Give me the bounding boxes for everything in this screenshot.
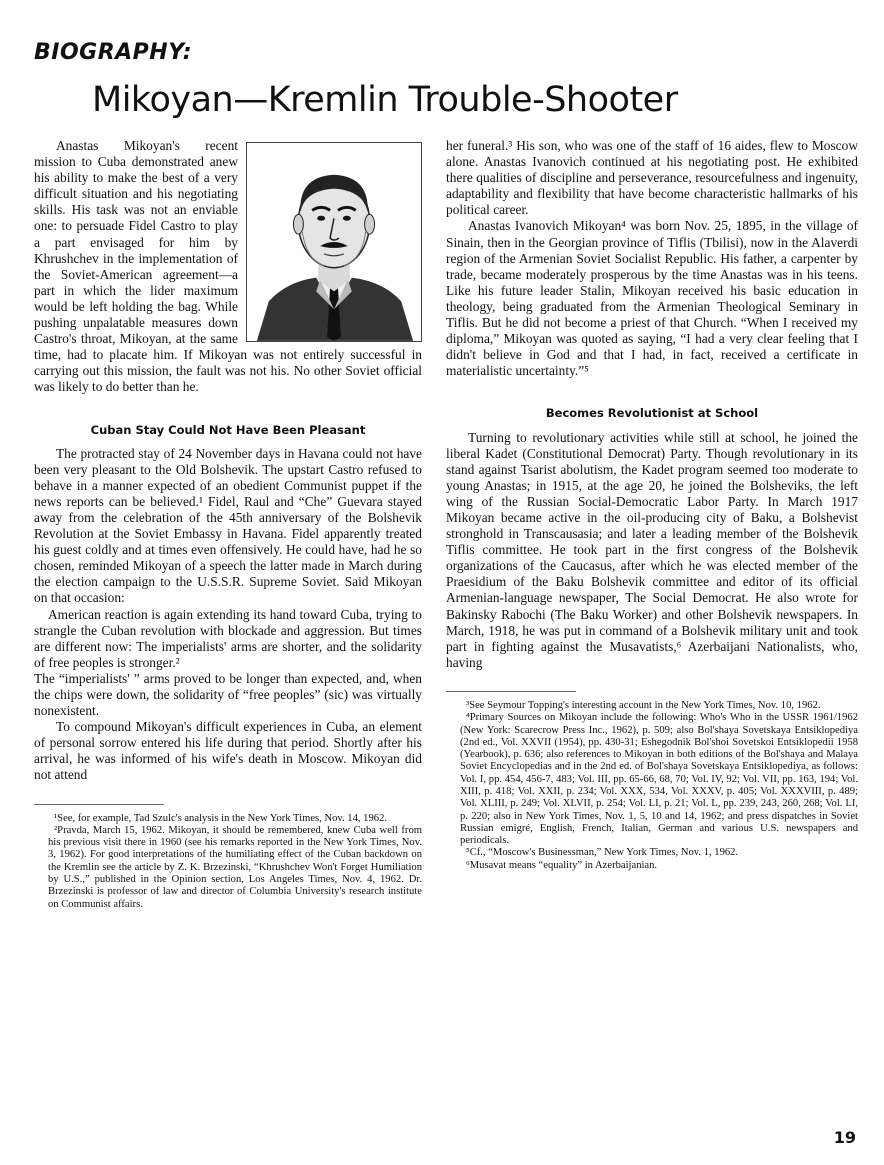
portrait-drawing [247,143,421,341]
block-quote: American reaction is again extending its hand toward Cuba, trying to strangle the Cuban revolution with blockade and aggression. But times are different now: The imperialists' arms are shorter, and the solidarity of free peoples is stronger.² [34,606,422,670]
footnote-divider [34,804,164,805]
subheading-cuban-stay: Cuban Stay Could Not Have Been Pleasant [90,422,366,437]
footnote-2: ²Pravda, March 15, 1962. Mikoyan, it should be remembered, knew Cuba well from his previous visit there in 1960 (see his remarks reported in the New York Times, Nov. 3, 1962). For good interpretations of the humiliating effect of the Cuban backdown on the Kremlin see the article by Z. K. Brzezinski, “Khrushchev Won't Forget Humiliation by U.S.,” published in the Opinion section, Los Angeles Times, Nov. 4, 1962. Dr. Brzezinski is professor of law and director of Columbia University's research institute on Communist affairs. [48,824,422,910]
footnote-5: ⁵Cf., “Moscow's Businessman,” New York Times, Nov. 1, 1962. [466,847,739,859]
subheading-revolutionist: Becomes Revolutionist at School [545,406,759,421]
right-column [446,138,858,872]
body-paragraph: Turning to revolutionary activities while still at school, he joined the liberal Kadet (Constitutional Democrat) Party. Though revolutionary in its stand against Tsarist abolutism, the Kadet program seemed too moderate to young Anastas; in 1915, at the age 20, he joined the Bolsheviks, the left wing of the Russian Social-Democratic Labor Party. In March 1917 Mikoyan became active in the oil-producing city of Baku, a Bolshevist stronghold in Transcausasia; and later a leading member of the Bolshevik Tiflis committee. He took part in the first congress of the Bolshevik organizations of the Caucasus, after which he was elected member of the Praesidium of the Baku Bolshevik committee and editor of its official Armenian-language newspaper, The Social Democrat. He also wrote for Bakinsky Rabochi (The Baku Worker) and other Bolshevik newspapers. In March, 1918, he was put in command of a Bolshevik military unit and took part in fighting against the Musavatists,⁶ Azerbaijani Nationalists, who, having [446,429,858,670]
article-title: Mikoyan—Kremlin Trouble-Shooter [92,80,678,120]
body-paragraph: The protracted stay of 24 November days in Havana could not have been very pleasant to the Old Bolshevik. The upstart Castro refused to behave in a manner expected of an obedient Communist puppet if the news reports can be believed.¹ Fidel, Raul and “Che” Guevara stayed away from the celebration of the 45th anniversary of the Bolshevik Revolution at the Soviet Embassy in Havana. Fidel apparently treated his guest coldly and at times even offensively. He could have, had he so chosen, reminded Mikoyan of a speech the latter made in March during the election campaign to the U.S.S.R. Supreme Soviet. Said Mikoyan on that occasion: [34,445,422,606]
body-paragraph: Anastas Ivanovich Mikoyan⁴ was born Nov. 25, 1895, in the village of Sinain, then in the Georgian province of Tiflis (Tbilisi), now in the Alaverdi region of the Armenian Soviet Socialist Republic. His father, a carpenter by trade, became moderately prosperous by the time Anastas was in his teens. Like his future leader Stalin, Mikoyan received his basic education in theology, being graduated from the Armenian Theological Seminary in Tiflis. But he did not become a priest of that Church. “When I received my diploma,” Mikoyan was quoted as saying, “I had a very clear feeling that I didn't believe in God and that I had, in fact, received a certificate in materialistic uncertainty.”⁵ [446,218,858,379]
footnote-divider [446,691,576,692]
mikoyan-portrait [246,142,422,342]
left-column [34,138,422,911]
section-kicker: BIOGRAPHY: [34,40,193,65]
body-paragraph: To compound Mikoyan's difficult experiences in Cuba, an element of personal sorrow entered his life during that period. Shortly after his arrival, he was informed of his wife's death in Moscow. Mikoyan did not attend [34,719,422,783]
footnote-4: ⁴Primary Sources on Mikoyan include the following: Who's Who in the USSR 1961/1962 (New York: Scarecrow Press Inc., 1962), p. 509; also Bol'shaya Sovetskaya Entsiklopediya (2nd ed., Vol. XXVII (1954), pp. 430-31; Eshegodnik Bol'shoi Sovetskoi Entsiklopedii 1958 (Yearbook), p. 636; also references to Mikoyan in both editions of the Bol'shaya and Malaya Soviet Encyclopedias and in the 2nd ed. of Bol'shaya Sovetskaya Entsiklopediya, as follows: Vol. I, pp. 454, 456-7, 483; Vol. III, pp. 65-66, 68, 70; Vol. IV, 92; Vol. VII, pp. 163, 194; Vol. XIII, p. 418; Vol. XXII, p. 234; Vol. XXX, 534, Vol. XXXV, p. 405; Vol. XXXVIII, p. 489; Vol. XLIII, p. 249; Vol. XLVII, p. 254; Vol. LI, p. 21; Vol. L, pp. 239, 243, 260, 268; Vol. LI, p. 220; also in New York Times, Nov. 1, 5, 10 and 14, 1962; and press dispatches in Soviet Russian emigré, English, French, Italian, German and various U.S. newspapers and periodicals. [460,712,858,847]
page-number: 19 [833,1128,856,1147]
footnote-1: ¹See, for example, Tad Szulc's analysis in the New York Times, Nov. 14, 1962. [54,812,388,824]
footnote-3: ³See Seymour Topping's interesting account in the New York Times, Nov. 10, 1962. [466,699,821,711]
intro-paragraph: Anastas Mikoyan's recent mission to Cuba demonstrated anew his ability to make the best of a very difficult situation and his negotiating skills. His task was not an enviable one: to persuade Fidel Castro to play a part envisaged for him by Khrushchev in the implementation of the Soviet-American agreement—a part in which the lider maximum would be left holding the bag. While pushing unpalatable measures down Castro's throat, Mikoyan, at the same time, had to placate him. If Mikoyan was not entirely successful in carrying out this mission, the fault was not his. No other Soviet official was likely to do better than he. [34,138,422,395]
body-paragraph: her funeral.³ His son, who was one of the staff of 16 aides, flew to Moscow alone. Anastas Ivanovich continued at his negotiating post. He exhibited there qualities of discipline and perseverance, resourcefulness and ingenuity, adaptability and flexibility that have become characteristic hallmarks of his political career. [446,138,858,218]
footnote-6: ⁶Musavat means “equality” in Azerbaijanian. [466,859,658,871]
body-paragraph: The “imperialists' ” arms proved to be longer than expected, and, when the chips were down, the solidarity of “free peoples” (sic) was virtually nonexistent. [34,670,422,719]
